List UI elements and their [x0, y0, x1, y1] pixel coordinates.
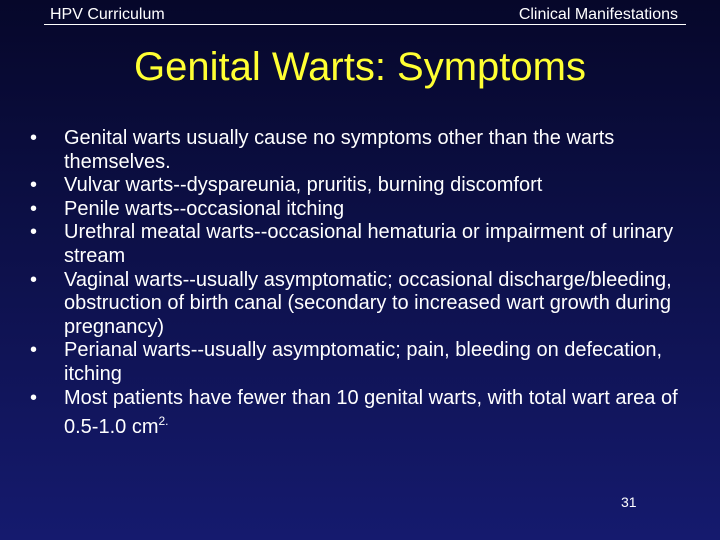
superscript-text: 2. — [158, 414, 169, 429]
bullet-icon: • — [30, 174, 38, 197]
bullet-text: Penile warts--occasional itching — [64, 197, 345, 220]
bullet-item — [30, 339, 700, 386]
slide-header — [44, 4, 686, 25]
bullet-icon: • — [30, 127, 38, 149]
bullet-list — [30, 127, 700, 440]
header-course-title: HPV Curriculum — [50, 6, 165, 23]
bullet-text: Vaginal warts--usually asymptomatic; occasional discharge/bleeding, obstruction of birth canal (secondary to increased wart growth during pregnancy) — [64, 268, 672, 338]
bullet-text: Genital warts usually cause no symptoms other than the warts themselves. — [64, 127, 615, 173]
header-section-title: Clinical Manifestations — [518, 6, 678, 23]
bullet-item — [30, 221, 700, 268]
bullet-icon: • — [30, 339, 38, 362]
bullet-text: Most patients have fewer than 10 genital warts, with total wart area of 0.5-1.0 cm — [64, 386, 678, 439]
page-number: 31 — [621, 494, 637, 510]
bullet-item — [30, 198, 700, 222]
bullet-icon: • — [30, 197, 38, 220]
bullet-icon: • — [30, 386, 38, 409]
bullet-item — [30, 387, 700, 440]
bullet-text: Perianal warts--usually asymptomatic; pain, bleeding on defecation, itching — [64, 339, 663, 385]
bullet-icon: • — [30, 268, 38, 291]
bullet-item — [30, 269, 700, 340]
bullet-item — [30, 174, 700, 198]
bullet-text: Vulvar warts--dyspareunia, pruritis, burning discomfort — [64, 174, 543, 197]
bullet-text: Urethral meatal warts--occasional hematuria or impairment of urinary stream — [64, 221, 674, 267]
slide-title: Genital Warts: Symptoms — [134, 45, 586, 89]
bullet-icon: • — [30, 221, 38, 244]
bullet-item — [30, 127, 700, 174]
